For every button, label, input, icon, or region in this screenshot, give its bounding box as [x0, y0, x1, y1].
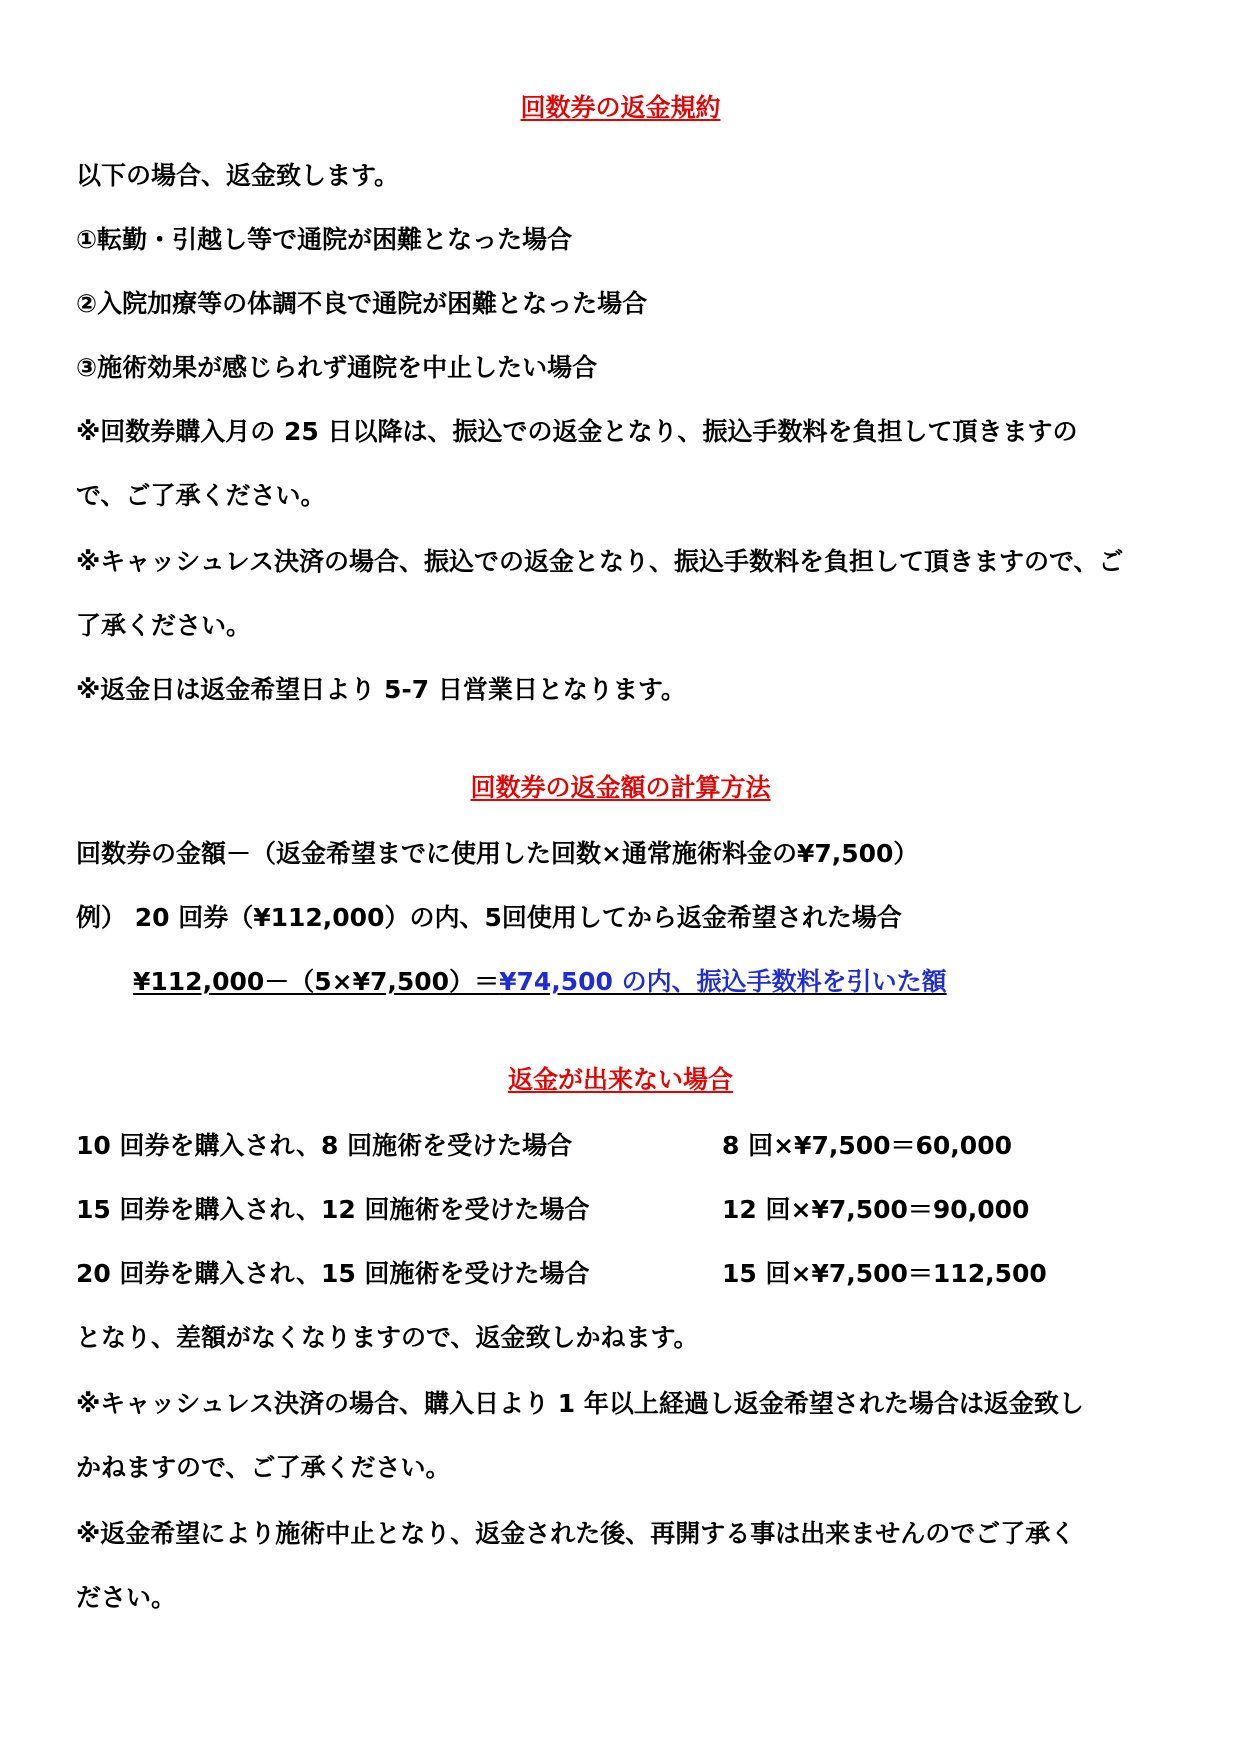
- row-condition: 20 回券を購入され、15 回施術を受けた場合: [76, 1259, 590, 1288]
- note-transfer-line-1: ※回数券購入月の 25 日以降は、振込での返金となり、振込手数料を負担して頂きますの: [76, 417, 1078, 446]
- example-calculation: [133, 966, 947, 998]
- condition-item-2: ②入院加療等の体調不良で通院が困難となった場合: [76, 289, 648, 318]
- non-refundable-conclusion: となり、差額がなくなりますので、返金致しかねます。: [76, 1323, 699, 1352]
- note-cashless-line-2: 了承ください。: [76, 611, 252, 640]
- condition-item-1: ①転勤・引越し等で通院が困難となった場合: [76, 225, 573, 254]
- row-calculation: 8 回×¥7,500＝60,000: [722, 1131, 1012, 1160]
- example-calculation-expression: ¥112,000－（5×¥7,500）＝: [133, 967, 500, 996]
- non-refundable-row-3: [76, 1258, 1166, 1290]
- calculation-example: 例） 20 回券（¥112,000）の内、5回使用してから返金希望された場合: [76, 903, 902, 932]
- row-condition: 15 回券を購入され、12 回施術を受けた場合: [76, 1195, 590, 1224]
- example-calculation-result: ¥74,500 の内、振込手数料を引いた額: [499, 967, 947, 996]
- non-refundable-row-2: [76, 1194, 1166, 1226]
- row-condition: 10 回券を購入され、8 回施術を受けた場合: [76, 1131, 573, 1160]
- non-refundable-row-1: [76, 1130, 1166, 1162]
- row-calculation: 12 回×¥7,500＝90,000: [722, 1195, 1030, 1224]
- note-one-year-line-2: かねますので、ご了承ください。: [76, 1453, 451, 1482]
- row-calculation: 15 回×¥7,500＝112,500: [722, 1259, 1047, 1288]
- non-refundable-heading: 返金が出来ない場合: [507, 1065, 733, 1094]
- calculation-formula: 回数券の金額－（返金希望までに使用した回数×通常施術料金の¥7,500）: [76, 839, 919, 868]
- note-refund-date: ※返金日は返金希望日より 5-7 日営業日となります。: [76, 675, 686, 704]
- note-cashless-line-1: ※キャッシュレス決済の場合、振込での返金となり、振込手数料を負担して頂きますので、ご: [76, 547, 1124, 576]
- note-no-resume-line-1: ※返金希望により施術中止となり、返金された後、再開する事は出来ませんのでご了承く: [76, 1519, 1076, 1548]
- note-one-year-line-1: ※キャッシュレス決済の場合、購入日より 1 年以上経過し返金希望された場合は返金致し: [76, 1389, 1084, 1418]
- refund-policy-heading: 回数券の返金規約: [520, 93, 721, 122]
- note-no-resume-line-2: ださい。: [76, 1583, 177, 1612]
- condition-item-3: ③施術効果が感じられず通院を中止したい場合: [76, 353, 598, 382]
- intro-text: 以下の場合、返金致します。: [76, 161, 400, 190]
- note-transfer-line-2: で、ご了承ください。: [76, 481, 326, 510]
- calculation-method-heading: 回数券の返金額の計算方法: [470, 773, 771, 802]
